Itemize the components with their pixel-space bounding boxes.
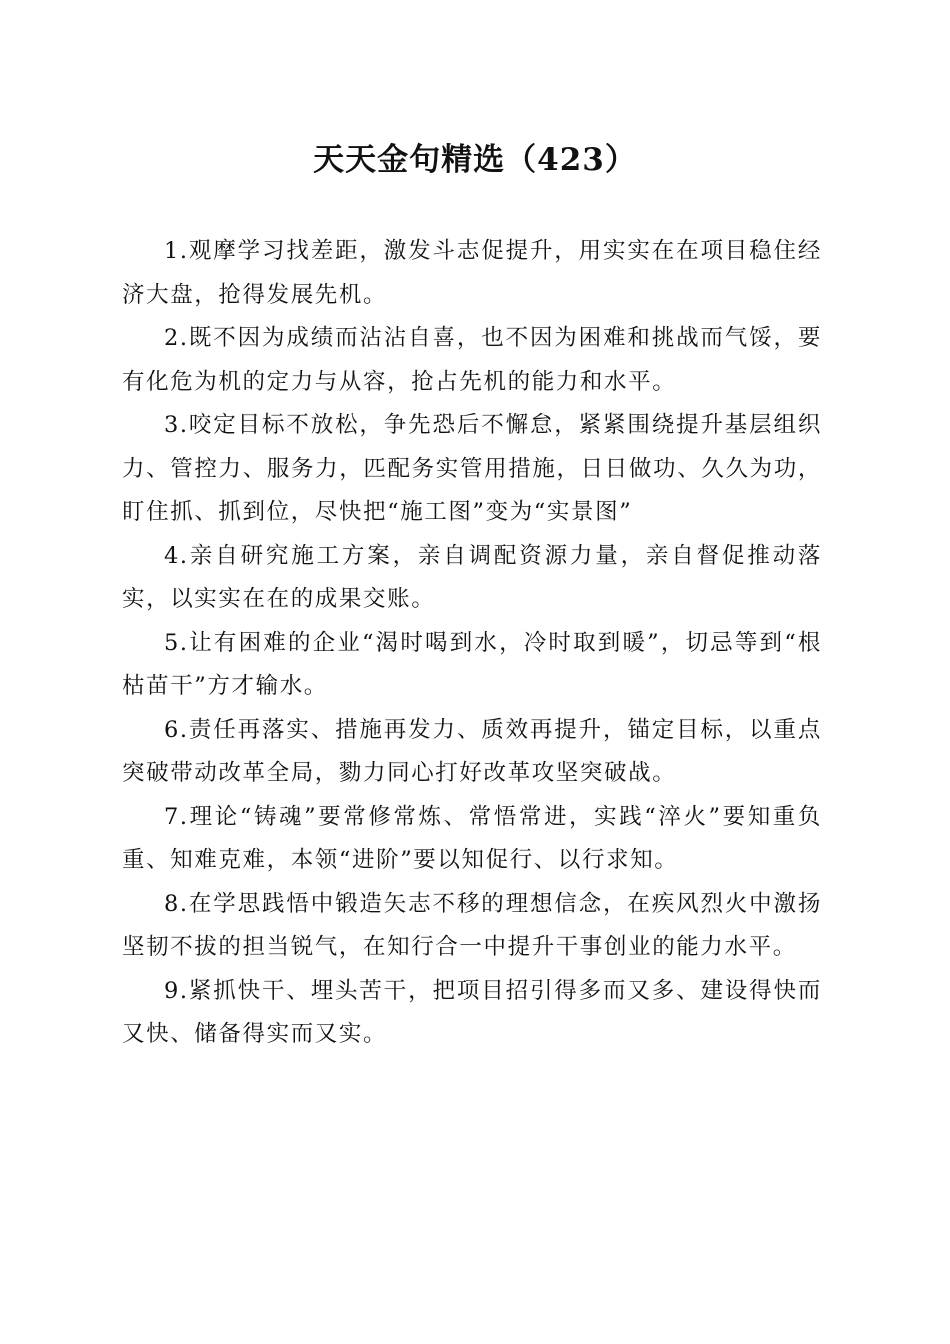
quote-paragraph-4: 4.亲自研究施工方案，亲自调配资源力量，亲自督促推动落实，以实实在在的成果交账。 [122, 542, 822, 612]
quote-paragraph-5: 5.让有困难的企业“渴时喝到水，冷时取到暖”，切忌等到“根枯苗干”方才输水。 [122, 629, 822, 699]
quote-paragraph-2: 2.既不因为成绩而沾沾自喜，也不因为困难和挑战而气馁，要有化危为机的定力与从容，抢占先机的能力和水平。 [122, 325, 822, 395]
document-body [122, 230, 822, 1057]
quote-paragraph-1: 1.观摩学习找差距，激发斗志促提升，用实实在在项目稳住经济大盘，抢得发展先机。 [122, 238, 822, 308]
quote-paragraph-6: 6.责任再落实、措施再发力、质效再提升，锚定目标，以重点突破带动改革全局，勠力同心打好改革攻坚突破战。 [122, 716, 822, 786]
quote-paragraph-3: 3.咬定目标不放松，争先恐后不懈怠，紧紧围绕提升基层组织力、管控力、服务力，匹配务实管用措施，日日做功、久久为功，盯住抓、抓到位，尽快把“施工图”变为“实景图” [122, 412, 822, 525]
quote-paragraph-8: 8.在学思践悟中锻造矢志不移的理想信念，在疾风烈火中激扬坚韧不拔的担当锐气，在知行合一中提升干事创业的能力水平。 [122, 890, 822, 960]
quote-paragraph-9: 9.紧抓快干、埋头苦干，把项目招引得多而又多、建设得快而又快、储备得实而又实。 [122, 977, 822, 1047]
quote-paragraph-7: 7.理论“铸魂”要常修常炼、常悟常进，实践“淬火”要知重负重、知难克难，本领“进阶”要以知促行、以行求知。 [122, 803, 822, 873]
document-title: 天天金句精选（423） [313, 142, 637, 178]
